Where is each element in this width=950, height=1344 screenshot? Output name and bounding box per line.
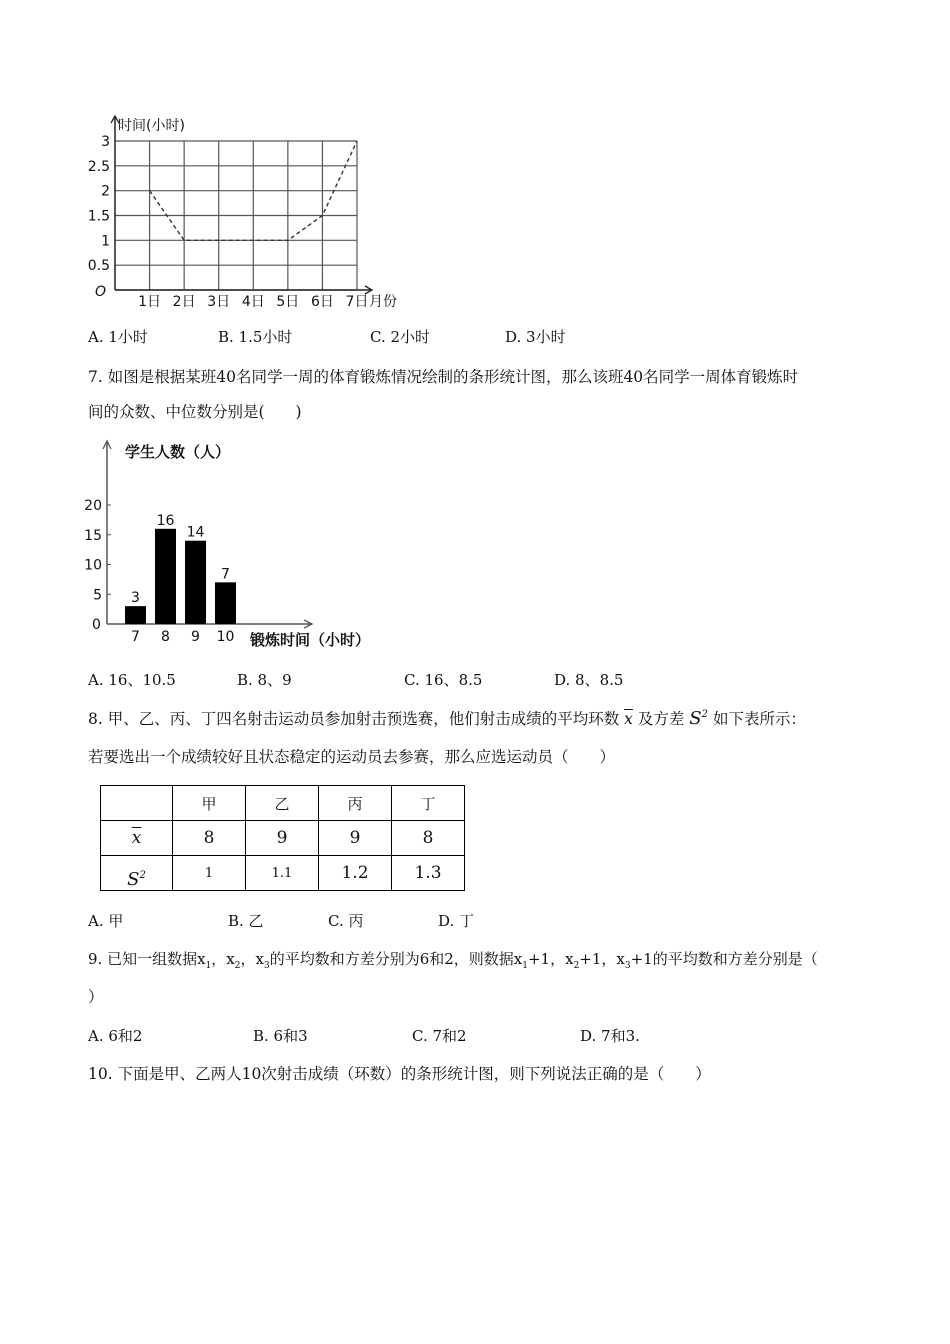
x-tick-label: 5日 bbox=[276, 294, 300, 310]
stats-table bbox=[100, 785, 465, 891]
bars bbox=[125, 529, 236, 624]
option-c[interactable]: C. 16、8.5 bbox=[404, 671, 483, 689]
option-b[interactable]: B. 6和3 bbox=[253, 1027, 308, 1045]
table-cell: 1.2 bbox=[319, 856, 392, 891]
y-tick-label: 5 bbox=[93, 587, 102, 604]
option-c[interactable]: C. 2小时 bbox=[370, 328, 431, 346]
bar bbox=[155, 529, 176, 624]
question-10: 10. 下面是甲、乙两人10次射击成绩（环数）的条形统计图，则下列说法正确的是（ ） bbox=[88, 1065, 711, 1083]
option-a[interactable]: A. 6和2 bbox=[88, 1027, 143, 1045]
y-tick-label: 15 bbox=[84, 527, 102, 544]
x-tick-labels bbox=[138, 294, 368, 310]
table-cell: 甲 bbox=[173, 786, 246, 821]
y-tick-label: 20 bbox=[84, 498, 102, 514]
x-tick-label: 1日 bbox=[138, 294, 162, 310]
x-tick-label: 8 bbox=[161, 629, 170, 645]
option-d[interactable]: D. 3小时 bbox=[505, 328, 566, 346]
origin-label: O bbox=[95, 284, 107, 300]
option-b[interactable]: B. 8、9 bbox=[237, 671, 292, 689]
x-tick-label: 7日 bbox=[345, 294, 369, 310]
mean-label-cell: $\overline{x}$ bbox=[101, 821, 173, 856]
question-7-line-2: 间的众数、中位数分别是( ) bbox=[88, 403, 302, 421]
y-axis-label: 学生人数（人） bbox=[125, 443, 231, 461]
y-tick-label: 2.5 bbox=[87, 158, 110, 175]
option-b[interactable]: B. 乙 bbox=[228, 912, 264, 930]
y-tick-label: 1.5 bbox=[87, 208, 110, 225]
y-axis-label: 时间(小时) bbox=[118, 118, 185, 134]
x-tick-label: 7 bbox=[131, 629, 140, 645]
y-tick-label: 2 bbox=[101, 183, 110, 200]
bar bbox=[185, 541, 206, 624]
option-a[interactable]: A. 1小时 bbox=[88, 328, 148, 346]
s-squared-symbol: $S^2$ bbox=[689, 708, 709, 729]
question-8-line-1: 8. 甲、乙、丙、丁四名射击运动员参加射击预选赛，他们射击成绩的平均环数 $\overline{x}$ 及方差 $S^2$ 如下表所示： bbox=[88, 708, 806, 729]
table-cell: 1 bbox=[173, 856, 246, 891]
bar bbox=[125, 606, 146, 624]
question-9-line-2: ） bbox=[88, 988, 104, 1006]
option-c[interactable]: C. 7和2 bbox=[412, 1027, 467, 1045]
line-chart bbox=[80, 110, 420, 320]
table-cell: 丙 bbox=[319, 786, 392, 821]
x-tick-label: 6日 bbox=[310, 294, 334, 310]
origin-label: 0 bbox=[92, 617, 101, 633]
chart-grid bbox=[115, 141, 357, 290]
table-header-row bbox=[101, 786, 465, 821]
y-tick-label: 3 bbox=[101, 134, 110, 150]
bar-chart bbox=[80, 435, 400, 655]
table-cell: 1.1 bbox=[246, 856, 319, 891]
x-tick-label: 3日 bbox=[207, 294, 231, 310]
table-row bbox=[101, 856, 465, 891]
x-tick-labels bbox=[131, 629, 234, 645]
table-cell: 9 bbox=[319, 821, 392, 856]
bar bbox=[215, 582, 236, 624]
y-tick-label: 0.5 bbox=[87, 258, 110, 275]
x-tick-label: 4日 bbox=[241, 294, 265, 310]
bar-value-label: 3 bbox=[131, 590, 140, 607]
question-9-line-1: 9. 已知一组数据$x_1$，$x_2$，$x_3$的平均数和方差分别为6和2，则数据$x_1+1$，$x_2+1$，$x_3+1$的平均数和方差分别是（ bbox=[88, 950, 818, 971]
x-tick-label: 10 bbox=[216, 629, 235, 645]
x-bar-symbol: $\overline{x}$ bbox=[624, 710, 633, 728]
table-cell: 8 bbox=[392, 821, 465, 856]
option-d[interactable]: D. 8、8.5 bbox=[554, 671, 624, 689]
option-d[interactable]: D. 7和3. bbox=[580, 1027, 640, 1045]
option-d[interactable]: D. 丁 bbox=[438, 912, 475, 930]
x-axis-label: 锻炼时间（小时） bbox=[250, 631, 371, 649]
x-axis-label: 月份 bbox=[369, 294, 397, 310]
y-tick-label: 10 bbox=[84, 557, 102, 574]
bar-value-label: 14 bbox=[186, 524, 205, 541]
x-tick-label: 2日 bbox=[172, 294, 196, 310]
option-a[interactable]: A. 甲 bbox=[88, 912, 124, 930]
option-a[interactable]: A. 16、10.5 bbox=[88, 671, 176, 689]
question-7-line-1: 7. 如图是根据某班40名同学一周的体育锻炼情况绘制的条形统计图，那么该班40名同学一周体育锻炼时 bbox=[88, 368, 799, 386]
table-row bbox=[101, 821, 465, 856]
table-cell: 9 bbox=[246, 821, 319, 856]
table-cell: 8 bbox=[173, 821, 246, 856]
y-tick-labels bbox=[88, 134, 110, 274]
bar-value-label: 7 bbox=[221, 566, 230, 583]
table-cell bbox=[101, 786, 173, 821]
variance-label-cell: $S^2$ bbox=[101, 856, 173, 891]
option-c[interactable]: C. 丙 bbox=[328, 912, 364, 930]
option-b[interactable]: B. 1.5小时 bbox=[218, 328, 293, 346]
table-cell: 丁 bbox=[392, 786, 465, 821]
x-tick-label: 9 bbox=[191, 629, 200, 645]
table-cell: 1.3 bbox=[392, 856, 465, 891]
y-tick-label: 1 bbox=[101, 233, 110, 250]
bar-value-label: 16 bbox=[156, 512, 175, 529]
question-8-line-2: 若要选出一个成绩较好且状态稳定的运动员去参赛，那么应选运动员（ ） bbox=[88, 748, 616, 766]
table-cell: 乙 bbox=[246, 786, 319, 821]
